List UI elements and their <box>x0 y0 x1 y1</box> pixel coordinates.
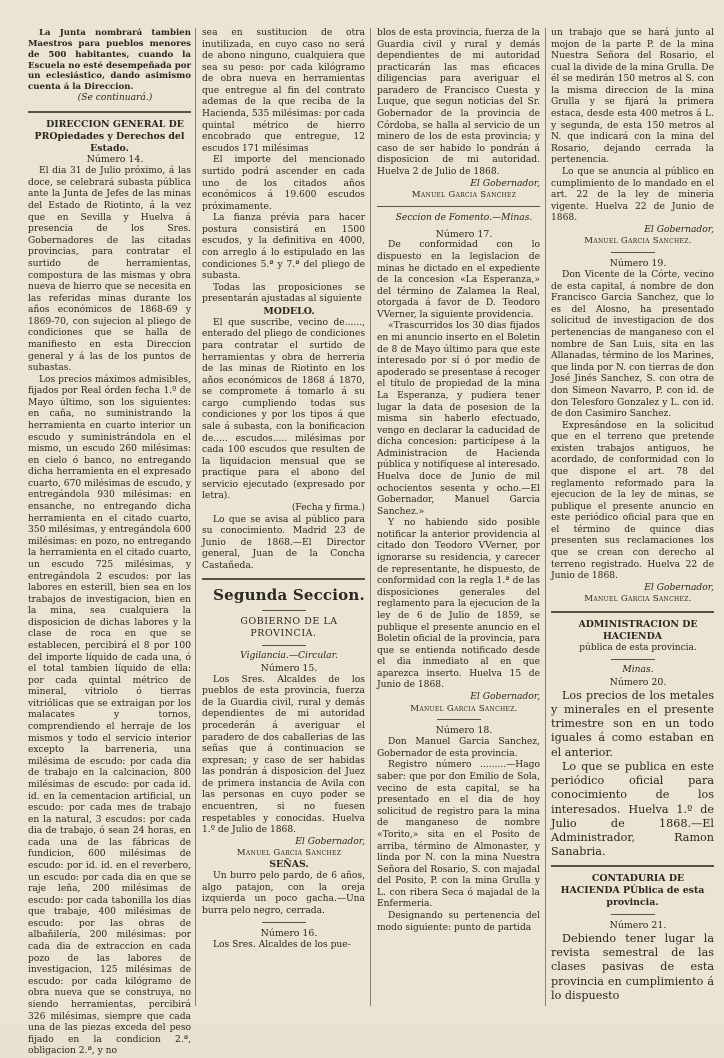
continued-note: (Se continuará.) <box>77 93 153 104</box>
divider <box>202 578 365 580</box>
notice-paragraph: Debiendo tener lugar la revista semestral de las clases pasivas de esta provincia en cumplimiento á lo dispuesto <box>551 932 714 1002</box>
column-divider <box>545 28 546 1006</box>
column-4 <box>551 28 714 1016</box>
notice-paragraph: Don Vicente de la Córte, vecino de esta capital, á nombre de don Francisco Garcia Sanchez, que lo es del Alosno, ha presentado solicitud de investigacion de dos pertenencias de manganeso con el nombre de San Luis, sita en las Allanadas, término de los Marines, que linda por N. con tierras de don José Jinés Sanchez, S. con otra de don Simeon Navarro, P. con id. de don Telesforo Gonzalez y L. con id. de don Casimiro Sanchez. <box>551 270 714 420</box>
notice-paragraph: Lo que se publica en este periódico oficial para conocimiento de los interesados. Huelva 1.º de Julio de 1868.—El Administrador, Ramon Sanabria. <box>551 759 714 859</box>
column-divider <box>195 28 196 1006</box>
governor-label: El Gobernador, <box>644 582 714 593</box>
divider <box>437 719 481 720</box>
notice-number: Número 19. <box>609 258 667 270</box>
governor-label: El Gobernador, <box>470 178 540 189</box>
notice-number: Número 17. <box>435 228 493 240</box>
section-title: ADMINISTRACION DE HACIENDA <box>578 619 698 643</box>
notice-paragraph: Los precios máximos admisibles, fijados por Real órden fecha 1.º de Mayo último, son los siguientes: en caña, no suministrando la herramienta en cuarto interior un escudo y suministrándola en el mismo, un escudo 260 milésimas: en cielo ó banco, no entregando dicha herramienta en el expresado cuarto, 670 milésimas de escudo, y entregándola 930 milésimas: en ensanche, no entregando dicha herramienta en el citado cuarto, 350 milésimas, y entregándola 600 milésimas: en pozo, no entregando la herramienta en el citado cuarto, un escudo 725 milésimas, y entregándola 2 escudos: por las labores en esterill, bien sea en los trabajos de investigacion, bien en la mina, sea cualquiera la disposicion de dichas labores y la clase de roca en que se establecen, percibirá el 8 por 100 del importe líquido de cada una, ó el total tambien líquido de ella: por cada quintal métrico de mineral, vitriolo ó tierras vitriólicas que se extraigan por los malacates y tornos, comprendiendo el herraje de los mismos y todo el servicio interior excepto la barreneria, una milésima de escudo: por cada dia de trabajo en la calcinacion, 800 milésimas de escudo: por cada id. id. en la cementacion artificial, un escudo: por cada mes de trabajo en la natural, 3 escudos: por cada dia de trabajo, ó sean 24 horas, en cada una de las fábricas de fundicion, 600 milésimas de escudo: por id. id. en el reverbero, un escudo: por cada dia en que se raje leña, 200 milésimas de escudo: por cada tabonilla los dias que trabaje, 400 milésimas de escudo: por las obras de albañilería, 200 milésimas: por cada dia de extraccion en cada pozo de las labores de investigacion, 125 milésimas de escudo: por cada kilógramo de obra nueva que se construya, no siendo herramientas, percibirá 326 milésimas, siempre que cada una de las piezas exceda del peso fijado en la condicion 2.ª, obligacion 2.ª, y no <box>28 374 191 1057</box>
subsection-heading: GOBIERNO DE LA PROVINCIA. <box>240 616 338 640</box>
notice-paragraph: Todas las proposiciones se presentarán ajustadas al siguiente <box>202 282 365 305</box>
notice-paragraph: sea en sustitucion de otra inutilizada, en cuyo caso no será de abono ninguno, cualquiera que sea su peso: por cada kilógramo de obra nueva en herramientas que entregue al fin del contrato ademas de la que reciba de la Hacienda, 535 milésimas: por cada quintal métrico de hierro encobrado que entregue, 12 escudos 171 milésimas <box>202 28 365 154</box>
section-subtitle: pública de esta provincia. <box>579 642 697 653</box>
governor-label: El Gobernador, <box>644 224 714 235</box>
section-title: DIRECCION GENERAL DE PROpiedades y Derechos del Estado. <box>34 118 185 154</box>
notice-paragraph: Los Sres. Alcaldes de los pueblos de esta provincia, fuerza de la Guardia civil, rural y demás dependientes de mi autoridad procederán á averiguar el paradero de dos caballerias de las señas que á continuacion se expresan; y caso de ser habidas las pondrán á disposicion del Juez de primera instancia de Avila con las personas en cuyo poder se encuentren, si no fuesen respetables y conocidas. Huelva 1.º de Julio de 1868. <box>202 674 365 836</box>
governor-label: El Gobernador, <box>470 691 540 702</box>
intro-paragraph: La Junta nombrará tambien Maestros para pueblos menores de 500 habitantes, cuando la Escuela no esté desempeñada por un eclesiástico, dando asimismo cuenta á la Direccion. <box>28 28 191 93</box>
column-3 <box>377 28 540 1016</box>
column-2 <box>202 28 365 1016</box>
divider <box>611 914 655 915</box>
model-title: MODELO. <box>263 305 315 317</box>
notice-paragraph: «Trascurridos los 30 dias fijados en mi anuncio inserto en el Boletin de 8 de Mayo último para que este interesado por sí ó por medio de apoderado se presentase á recoger el título de propiedad de la mina La Esperanza, y pudiera tener lugar la data de posesion de la misma sin haberlo efectuado, vengo en declarar la caducidad de dicha concesion: particípese á la Administracion de Hacienda pública y notifíquese al interesado. Huelva doce de Junio de mil ochocientos sesenta y ocho.—El Gobernador, Manuel Garcia Sanchez.» <box>377 321 541 517</box>
notice-paragraph: Un burro pelo pardo, de 6 años, algo patajon, con la oreja izquierda un poco gacha.—Una burra pelo negro, cerrada. <box>202 871 365 916</box>
subsection-heading: Seccion de Fomento.—Minas. <box>395 212 533 223</box>
section-heading: Segunda Seccion. <box>213 586 365 605</box>
senas-title: SEÑAS. <box>269 859 309 871</box>
notice-number: Número 21. <box>609 920 667 932</box>
column-1 <box>28 28 191 1057</box>
divider <box>262 922 306 923</box>
signature-line: (Fecha y firma.) <box>291 503 365 514</box>
notice-paragraph: Y no habiendo sido posible notificar la anterior providencia al citado don Teodoro VVerner, por ignorarse su residencia, y carecer de representante, he dispuesto, de conformidad con la regla 1.ª de las disposiciones generales del reglamento para la ejecucion de la ley de 6 de Julio de 1859, se publique el presente anuncio en el Boletin oficial de la provincia, para que se entienda notificado desde el dia inmediato al en que aparezca inserto. Huelva 15 de Junio de 1868. <box>377 518 540 691</box>
notice-paragraph: De conformidad con lo dispuesto en la legislacion de minas he dictado en el expediente de la concesion «La Esperanza,» del término de Zalamea la Real, otorgada á favor de D. Teodoro VVerner, la siguiente providencia. <box>377 240 540 320</box>
notice-number: Número 18. <box>435 725 493 737</box>
model-text: El que suscribe, vecino de......, enterado del pliego de condiciones para contratar el surtido de herramientas y obra de herreria de las minas de Riotinto en los años económicos de 1868 á 1870, se compromete á tomarlo á su cargo cumpliendo todas sus condiciones y por los tipos á que sale á subasta, con la bonificacion de..... escudos..... milésimas por cada 100 escudos que resulten de la liquidacion mensual que se practique para el abono del servicio ejecutado (expresado por letra). <box>202 317 365 502</box>
notice-paragraph: Designando su pertenencia del modo siguiente: punto de partida <box>377 910 540 933</box>
column-divider <box>370 28 371 1006</box>
notice-paragraph: Expresándose en la solicitud que en el terreno que pretende existen trabajos antiguos, he acordado, de conformidad con lo que dispone el art. 78 del reglamento reformado para la ejecucion de la ley de minas, se publique el presente anuncio en este periódico oficial para que en el término de quince dias presenten sus reclamaciones los que se crean con derecho al terreno registrado. Huelva 22 de Junio de 1868. <box>551 420 714 582</box>
governor-name: Manuel Garcia Sanchez. <box>584 236 692 247</box>
governor-name: Manuel Garcia Sanchez. <box>410 703 518 714</box>
divider <box>611 252 655 253</box>
notice-paragraph: Registro número .........—Hago saber: que por don Emilio de Sola, vecino de esta capital, se ha presentado en el dia de hoy solicitud de registro para la mina de manganeso de nombre «Torito,» sita en el Posito de arriba, término de Almonaster, y linda por N. con la mina Nuestra Señora del Rosario, S. con majadal del Posito, P. con la mina Grulla y L. con ribera Seca ó majadal de la Enfermeria. <box>377 760 540 910</box>
notice-number: Número 16. <box>260 928 318 940</box>
divider <box>551 865 714 867</box>
governor-name: Manuel Garcia Sanchez <box>411 190 517 201</box>
notice-number: Número 14. <box>86 154 144 166</box>
section-title: CONTADURIA DE HACIENDA PÚblica de esta provincia. <box>560 873 705 909</box>
divider <box>611 659 655 660</box>
notice-paragraph: El dia 31 de Julio próximo, á las doce, se celebrará subasta pública ante la Junta de Jefes de las minas del Estado de Riotinto, á la vez que en Sevilla y Huelva á presencia de los Sres. Gobernadores de las citadas provincias, para contratar el surtido de herramientas, compostura de las mismas y obra nueva de hierro que se necesita en las referidas minas durante los años económicos de 1868-69 y 1869-70, con sujecion al pliego de condiciones que se halla de manifiesto en esta Direccion general y á las de los puntos de subastas. <box>28 166 191 374</box>
notice-paragraph: Don Manuel Garcia Sanchez, Gobernador de esta provincia. <box>377 737 540 759</box>
notice-paragraph: La fianza prévia para hacer postura consistirá en 1500 escudos, y la definitiva en 4000, con arreglo á lo estipulado en las condiciones 5.ª y 7.ª del pliego de subasta. <box>202 213 365 282</box>
subsection-heading: Vigilancia.—Circular. <box>240 651 338 662</box>
divider <box>28 111 191 113</box>
governor-label: El Gobernador, <box>295 836 365 847</box>
divider <box>262 610 306 611</box>
governor-name: Manuel Garcia Sanchez <box>236 848 342 859</box>
notice-number: Número 15. <box>260 662 318 674</box>
divider <box>262 645 306 646</box>
notice-paragraph: Los precios de los metales y minerales en el presente trimestre son en un todo iguales á como estaban en el anterior. <box>551 688 714 759</box>
divider <box>551 611 714 613</box>
notice-paragraph: un trabajo que se hará junto al mojon de la parte P. de la mina Nuestra Señora del Rosario, el cual la divide de la mina Grulla. De él se medirán 150 metros al S. con la misma direccion de la mina Grulla y se fijará la primera estaca, desde esta 400 metros á L. y segunda, de esta 150 metros al N. que indicará con la mina del Rosario, dejando cerrada la pertenencia. <box>551 28 714 166</box>
notice-paragraph: Lo que se anuncia al público en cumplimiento de lo mandado en el art. 22 de la ley de mineria vigente. Huelva 22 de Junio de 1868. <box>551 166 714 224</box>
notice-number: Número 20. <box>609 676 667 688</box>
divider <box>377 206 540 207</box>
notice-paragraph: El importe del mencionado surtido podrá ascender en cada uno de los citados años económicos á 19.600 escudos próximamente. <box>202 155 365 212</box>
closing-paragraph: Lo que se avisa al público para su conocimiento. Madrid 23 de Junio de 1868.—El Director general, Juan de la Concha Castañeda. <box>202 514 365 571</box>
notice-paragraph: blos de esta provincia, fuerza de la Guardia civil y rural y demás dependientes de mi autoridad practicarán las mas eficaces diligencias para averiguar el paradero de Francisco Cuesta y Luque, que segun noticias del Sr. Gobernador de la provincia de Córdoba, se halla al servicio de un minero de los de esta provincia; y caso de ser habido lo pondrán á disposicion de mi autoridad. Huelva 2 de Julio de 1868. <box>377 28 540 177</box>
notice-paragraph: Los Sres. Alcaldes de los pue- <box>213 940 351 951</box>
subsection-heading: Minas. <box>622 665 654 676</box>
governor-name: Manuel Garcia Sanchez. <box>584 594 692 605</box>
